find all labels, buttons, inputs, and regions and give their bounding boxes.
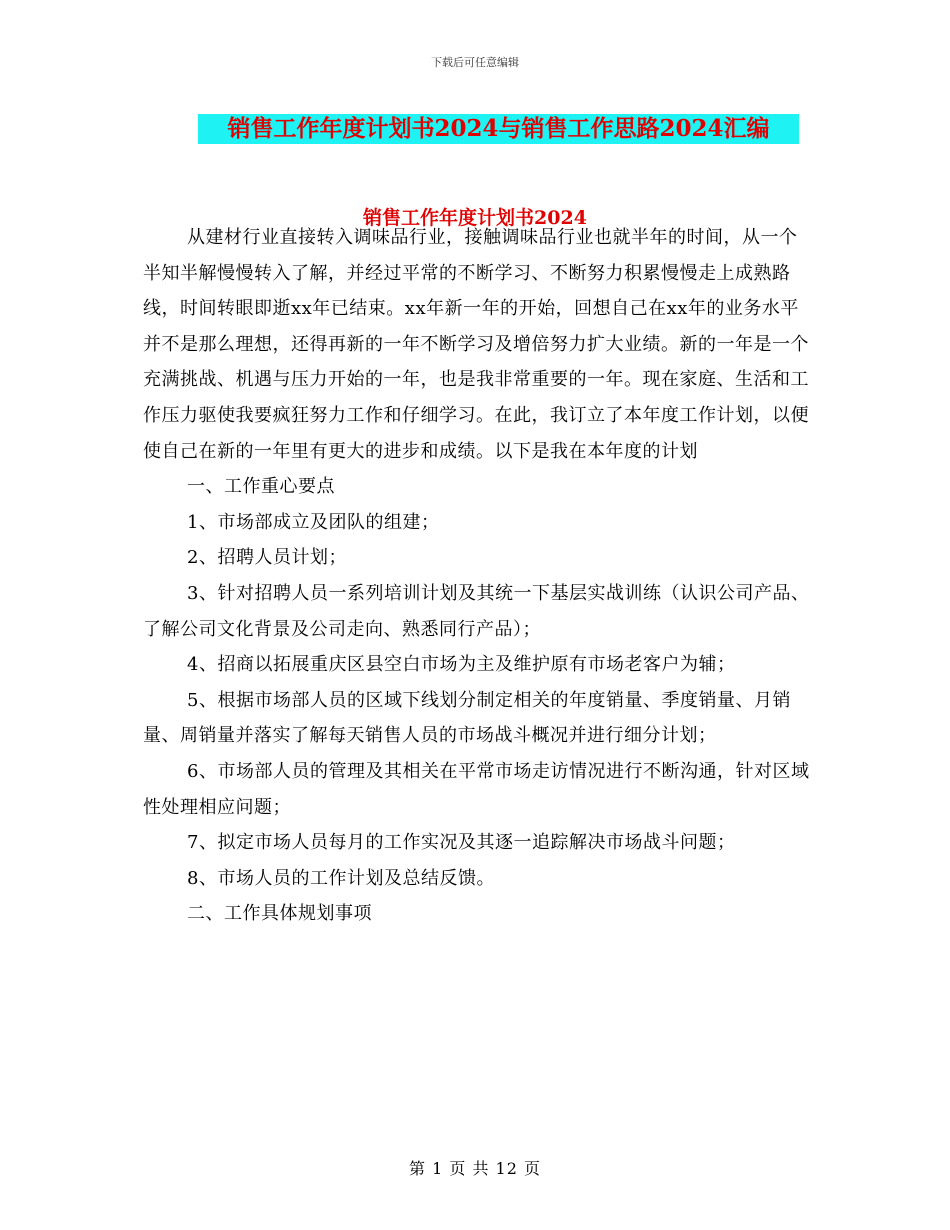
list-item: 6、市场部人员的管理及其相关在平常市场走访情况进行不断沟通，针对区域性处理相应问题； bbox=[143, 760, 810, 818]
section-heading-plan: 二、工作具体规划事项 bbox=[187, 903, 372, 925]
document-body bbox=[143, 220, 815, 932]
page-number: 第 1 页 共 12 页 bbox=[409, 1159, 541, 1178]
section-title: 销售工作年度计划书2024 bbox=[363, 207, 587, 229]
section-heading-focus: 一、工作重心要点 bbox=[187, 476, 335, 498]
list-item: 7、拟定市场人员每月的工作实况及其逐一追踪解决市场战斗问题； bbox=[187, 832, 736, 854]
document-title: 销售工作年度计划书2024与销售工作思路2024汇编 bbox=[198, 114, 799, 144]
list-item: 2、招聘人员计划； bbox=[187, 547, 347, 569]
list-item: 4、招商以拓展重庆区县空白市场为主及维护原有市场老客户为辅； bbox=[187, 654, 736, 676]
list-item: 5、根据市场部人员的区域下线划分制定相关的年度销量、季度销量、月销量、周销量并落实了解每天销售人员的市场战斗概况并进行细分计划； bbox=[143, 689, 791, 747]
list-item: 3、针对招聘人员一系列培训计划及其统一下基层实战训练（认识公司产品、了解公司文化背景及公司走向、熟悉同行产品）； bbox=[143, 582, 810, 640]
intro-paragraph: 从建材行业直接转入调味品行业，接触调味品行业也就半年的时间，从一个半知半解慢慢转入了解，并经过平常的不断学习、不断努力积累慢慢走上成熟路线，时间转眼即逝xx年已结束。xx年新一年的开始，回想自己在xx年的业务水平并不是那么理想，还得再新的一年不断学习及增倍努力扩大业绩。新的一年是一个充满挑战、机遇与压力开始的一年，也是我非常重要的一年。现在家庭、生活和工作压力驱使我要疯狂努力工作和仔细学习。在此，我订立了本年度工作计划，以便使自己在新的一年里有更大的进步和成绩。以下是我在本年度的计划 bbox=[143, 227, 809, 462]
list-item: 1、市场部成立及团队的组建； bbox=[187, 511, 440, 533]
list-item: 8、市场人员的工作计划及总结反馈。 bbox=[187, 867, 495, 889]
page-header-note: 下载后可任意编辑 bbox=[431, 56, 519, 69]
